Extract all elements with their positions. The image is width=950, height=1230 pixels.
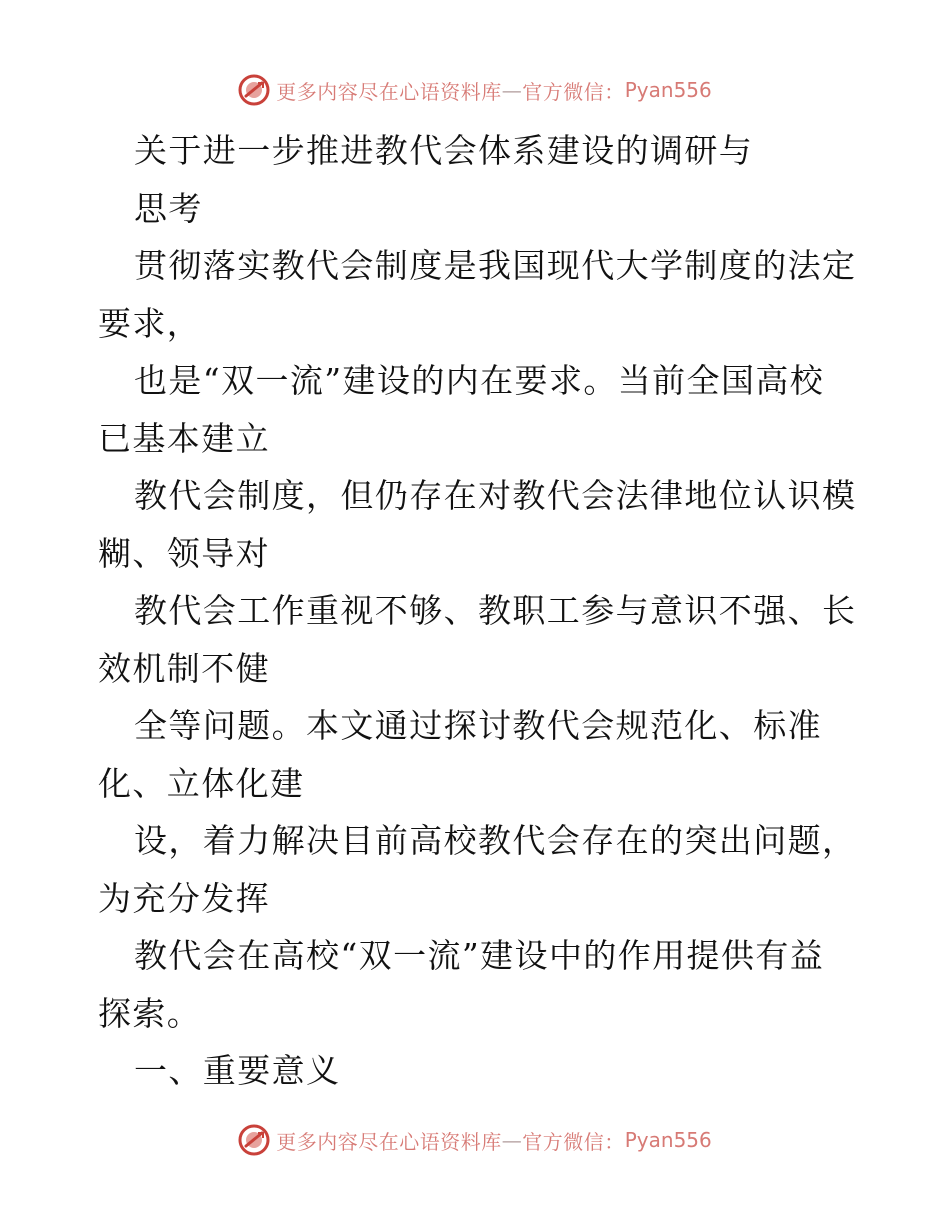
paragraph-line: 糊、领导对 bbox=[98, 533, 270, 573]
watermark-separator: — bbox=[501, 1128, 523, 1152]
paragraph-line: 教代会在高校“双一流”建设中的作用提供有益 bbox=[134, 936, 825, 975]
document-title-line: 关于进一步推进教代会体系建设的调研与 bbox=[134, 131, 754, 170]
watermark-id: Pyan556 bbox=[624, 78, 712, 102]
paragraph-line: 全等问题。本文通过探讨教代会规范化、标准 bbox=[134, 706, 822, 745]
watermark-separator: — bbox=[501, 78, 523, 102]
footer-watermark bbox=[0, 1120, 950, 1160]
watermark-text: 更多内容尽在心语资料库 bbox=[276, 1129, 502, 1154]
paragraph-line: 教代会制度，但仍存在对教代会法律地位认识模 bbox=[134, 476, 857, 515]
watermark-id: Pyan556 bbox=[624, 1128, 712, 1152]
document-body bbox=[98, 122, 858, 1100]
paragraph-line: 教代会工作重视不够、教职工参与意识不强、长 bbox=[134, 591, 857, 630]
watermark-text: 更多内容尽在心语资料库 bbox=[276, 79, 502, 104]
paragraph-line: 效机制不健 bbox=[98, 648, 270, 688]
watermark-official-label: 官方微信： bbox=[522, 79, 625, 104]
header-watermark bbox=[0, 70, 950, 110]
watermark-official-label: 官方微信： bbox=[522, 1129, 625, 1154]
paragraph-line: 化、立体化建 bbox=[98, 763, 305, 803]
paragraph-line: 为充分发挥 bbox=[98, 878, 270, 918]
document-title-line: 思考 bbox=[134, 188, 203, 228]
section-heading: 一、重要意义 bbox=[134, 1051, 341, 1090]
paragraph-line: 探索。 bbox=[98, 993, 202, 1033]
red-seal-logo-icon bbox=[238, 1124, 270, 1156]
paragraph-line: 要求， bbox=[98, 303, 202, 343]
red-seal-logo-icon bbox=[238, 74, 270, 106]
paragraph-line: 设，着力解决目前高校教代会存在的突出问题， bbox=[134, 821, 857, 860]
paragraph-line: 贯彻落实教代会制度是我国现代大学制度的法定 bbox=[134, 246, 857, 285]
paragraph-line: 已基本建立 bbox=[98, 418, 270, 458]
paragraph-line: 也是“双一流”建设的内在要求。当前全国高校 bbox=[134, 361, 825, 400]
